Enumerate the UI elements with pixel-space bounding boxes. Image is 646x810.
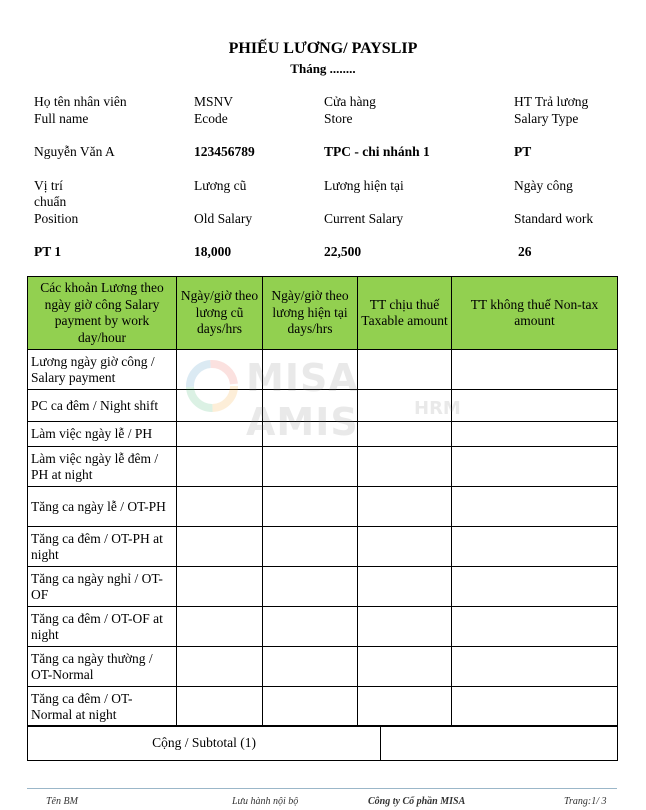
table-cell[interactable] <box>177 422 263 447</box>
footer-company: Công ty Cổ phần MISA <box>368 796 466 807</box>
table-row <box>28 350 618 390</box>
table-cell[interactable] <box>358 350 452 390</box>
row-label: Lương ngày giờ công / Salary payment <box>28 350 177 390</box>
table-cell[interactable] <box>358 422 452 447</box>
table-cell[interactable] <box>177 390 263 422</box>
subtotal-label: Cộng / Subtotal (1) <box>28 726 381 761</box>
table-cell[interactable] <box>358 567 452 607</box>
ecode-value: 123456789 <box>194 144 255 159</box>
table-cell[interactable] <box>263 390 358 422</box>
full-name-label-vi: Họ tên nhân viên <box>34 94 127 109</box>
table-row <box>28 527 618 567</box>
standard-label-vi-cont: chuẩn <box>34 194 67 209</box>
table-cell[interactable] <box>452 447 618 487</box>
table-header-row <box>28 277 618 350</box>
store-label-en: Store <box>324 111 353 126</box>
table-cell[interactable] <box>177 350 263 390</box>
table-cell[interactable] <box>263 647 358 687</box>
position-label-vi: Vị trí <box>34 178 63 193</box>
payslip-title: PHIẾU LƯƠNG/ PAYSLIP <box>228 40 418 57</box>
col-header-current-days: Ngày/giờ theo lương hiện tại days/hrs <box>263 277 358 350</box>
table-cell[interactable] <box>452 567 618 607</box>
table-row <box>28 390 618 422</box>
table-cell[interactable] <box>452 350 618 390</box>
table-cell[interactable] <box>177 567 263 607</box>
table-cell[interactable] <box>177 487 263 527</box>
table-row <box>28 687 618 727</box>
table-cell[interactable] <box>263 447 358 487</box>
old-salary-label-en: Old Salary <box>194 211 253 226</box>
subtotal-table <box>27 725 618 761</box>
current-salary-value: 22,500 <box>324 244 362 259</box>
table-cell[interactable] <box>177 687 263 727</box>
ecode-label-en: Ecode <box>194 111 228 126</box>
table-cell[interactable] <box>452 527 618 567</box>
salary-type-value: PT <box>514 144 532 159</box>
table-cell[interactable] <box>358 390 452 422</box>
watermark-sub: HRM <box>414 398 461 419</box>
full-name-value: Nguyễn Văn A <box>34 144 115 159</box>
row-label: Tăng ca ngày thường / OT-Normal <box>28 647 177 687</box>
table-cell[interactable] <box>177 607 263 647</box>
old-salary-label-vi: Lương cũ <box>194 178 247 193</box>
table-row <box>28 447 618 487</box>
table-cell[interactable] <box>452 687 618 727</box>
col-header-taxable: TT chịu thuế Taxable amount <box>358 277 452 350</box>
row-label: Tăng ca ngày nghỉ / OT-OF <box>28 567 177 607</box>
salary-type-label-vi: HT Trả lương <box>514 94 589 109</box>
full-name-label-en: Full name <box>34 111 89 126</box>
table-row <box>28 567 618 607</box>
table-cell[interactable] <box>452 487 618 527</box>
subtotal-value-cell[interactable] <box>381 726 618 761</box>
row-label: Tăng ca đêm / OT-PH at night <box>28 527 177 567</box>
row-label: PC ca đêm / Night shift <box>28 390 177 422</box>
table-cell[interactable] <box>358 687 452 727</box>
table-cell[interactable] <box>177 527 263 567</box>
table-row <box>28 607 618 647</box>
standard-work-label-en: Standard work <box>514 211 594 226</box>
table-cell[interactable] <box>177 447 263 487</box>
table-cell[interactable] <box>358 527 452 567</box>
position-value: PT 1 <box>34 244 62 259</box>
table-cell[interactable] <box>263 422 358 447</box>
row-label: Tăng ca đêm / OT-Normal at night <box>28 687 177 727</box>
table-cell[interactable] <box>452 422 618 447</box>
salary-table <box>27 276 618 727</box>
footer-form-name: Tên BM <box>46 796 78 807</box>
store-label-vi: Cửa hàng <box>324 94 376 109</box>
current-salary-label-vi: Lương hiện tại <box>324 178 404 193</box>
table-row <box>28 422 618 447</box>
row-label: Làm việc ngày lễ đêm / PH at night <box>28 447 177 487</box>
row-label: Làm việc ngày lễ / PH <box>28 422 177 447</box>
table-cell[interactable] <box>263 607 358 647</box>
table-cell[interactable] <box>263 350 358 390</box>
table-cell[interactable] <box>263 567 358 607</box>
row-label: Tăng ca ngày lễ / OT-PH <box>28 487 177 527</box>
table-cell[interactable] <box>263 527 358 567</box>
table-cell[interactable] <box>358 607 452 647</box>
table-cell[interactable] <box>358 647 452 687</box>
watermark-brand: MISA AMIS <box>246 356 359 444</box>
current-salary-label-en: Current Salary <box>324 211 404 226</box>
table-cell[interactable] <box>263 487 358 527</box>
table-cell[interactable] <box>358 447 452 487</box>
col-header-payment: Các khoản Lương theo ngày giờ công Salary payment by work day/hour <box>28 277 177 350</box>
footer-page-number: Trang:1/ 3 <box>564 796 607 807</box>
standard-work-label-vi: Ngày công <box>514 178 573 193</box>
col-header-non-tax: TT không thuế Non-tax amount <box>452 277 618 350</box>
ecode-label-vi: MSNV <box>194 94 234 109</box>
old-salary-value: 18,000 <box>194 244 232 259</box>
payslip-month: Tháng ........ <box>290 61 356 76</box>
store-value: TPC - chi nhánh 1 <box>324 144 430 159</box>
col-header-old-days: Ngày/giờ theo lương cũ days/hrs <box>177 277 263 350</box>
table-cell[interactable] <box>452 607 618 647</box>
table-cell[interactable] <box>358 487 452 527</box>
table-cell[interactable] <box>263 687 358 727</box>
standard-work-value: 26 <box>518 244 532 259</box>
position-label-en: Position <box>34 211 79 226</box>
footer-internal: Lưu hành nội bộ <box>232 796 299 807</box>
footer-divider <box>27 788 617 789</box>
table-cell[interactable] <box>452 647 618 687</box>
table-cell[interactable] <box>177 647 263 687</box>
row-label: Tăng ca đêm / OT-OF at night <box>28 607 177 647</box>
salary-type-label-en: Salary Type <box>514 111 579 126</box>
table-row <box>28 647 618 687</box>
table-cell[interactable] <box>452 390 618 422</box>
table-row <box>28 487 618 527</box>
